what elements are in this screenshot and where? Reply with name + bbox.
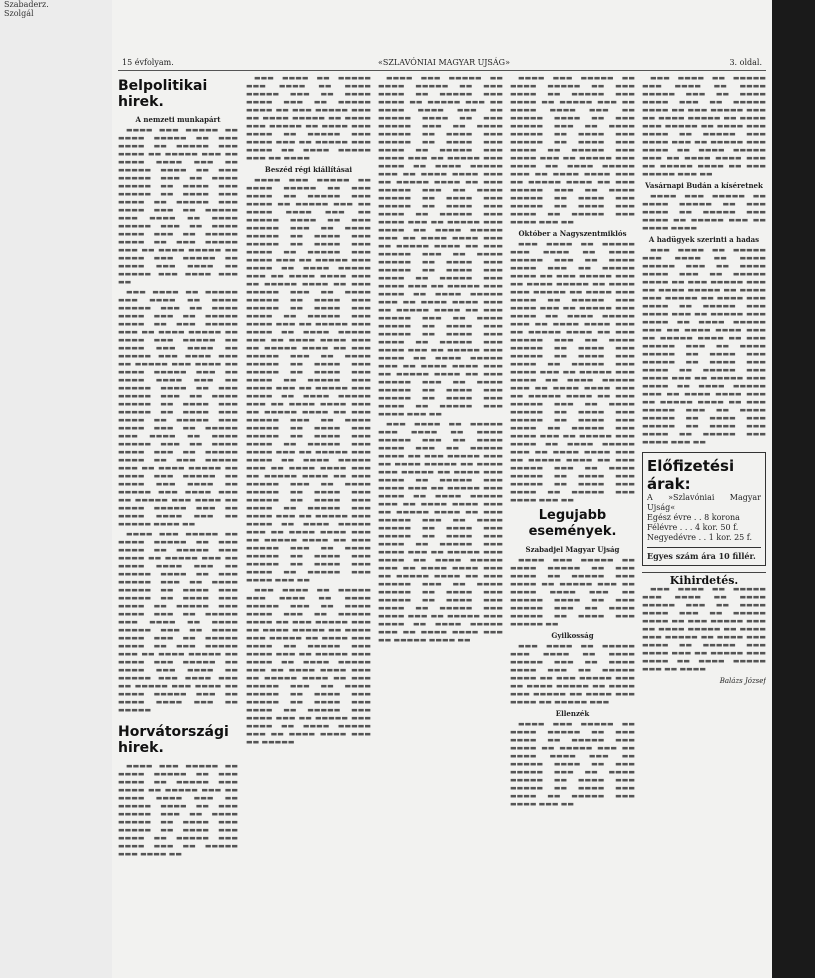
column5-subhead-1: Vasárnapi Budán a kíséretnek xyxy=(645,181,763,190)
subscription-line-2: Egész évre . . 8 korona xyxy=(647,513,740,522)
subscription-title: Előfizetési árak: xyxy=(647,457,735,493)
adjacent-fragment-2: Szolgál xyxy=(4,9,34,18)
legujabb-sub-a: Szabadjel Magyar Ujság xyxy=(525,545,620,554)
column-1: Belpolitikai hirek. A nemzeti munkapárt ▬▬▬▬ ▬▬▬ ▬▬▬▬▬ ▬▬ ▬▬▬▬ ▬▬▬▬▬ ▬▬ ▬▬▬ ▬▬▬▬ ▬▬ ▬▬▬▬▬ ▬▬▬ ▬▬▬▬ ▬▬ ▬▬▬▬▬ ▬▬▬ ▬▬ ▬▬▬▬ ▬▬▬▬ ▬▬▬ ▬▬ ▬▬▬▬▬ ▬▬▬▬ ▬▬ ▬▬▬ ▬▬▬▬▬ ▬▬▬ ▬▬ ▬▬▬▬ ▬▬▬▬▬ ▬▬ ▬▬▬▬ ▬▬▬ ▬▬▬▬▬ ▬▬ ▬▬▬▬ ▬▬▬ ▬▬▬▬ ▬▬ ▬▬▬▬▬ ▬▬▬ ▬▬▬▬ ▬▬▬ ▬▬ ▬▬▬▬▬ ▬▬▬ ▬▬▬▬ ▬▬ ▬▬▬▬ ▬▬▬▬▬ ▬▬▬ ▬▬ ▬▬▬▬ ▬▬▬▬ ▬▬▬ ▬▬ ▬▬▬▬▬ ▬▬▬▬ ▬▬ ▬▬▬ ▬▬▬▬▬ ▬▬▬ ▬▬ ▬▬▬▬ ▬▬▬▬▬ ▬▬ ▬▬▬▬ ▬▬▬ ▬▬▬▬▬ ▬▬ ▬▬▬▬ ▬▬▬ ▬▬▬▬ ▬▬ ▬▬▬▬▬ ▬▬▬ ▬▬▬▬ ▬▬▬ ▬▬ ▬▬▬ ▬▬▬▬ ▬▬ ▬▬▬▬▬ ▬▬▬ ▬▬▬▬ ▬▬ ▬▬▬▬ ▬▬▬▬▬ ▬▬▬ ▬▬ ▬▬▬▬ ▬▬▬▬ ▬▬▬ ▬▬ ▬▬▬▬▬ ▬▬▬▬ ▬▬ ▬▬▬ ▬▬▬▬▬ ▬▬▬ ▬▬ ▬▬▬▬ ▬▬▬▬▬ ▬▬ ▬▬▬▬ ▬▬▬ ▬▬▬▬▬ ▬▬ ▬▬▬▬ ▬▬▬ ▬▬▬▬ ▬▬ ▬▬▬▬▬ ▬▬▬ ▬▬▬▬ ▬▬▬ ▬▬ ▬▬▬▬▬ ▬▬▬ ▬▬▬▬ ▬▬ ▬▬▬▬ ▬▬▬▬▬ ▬▬▬ ▬▬ ▬▬▬▬ ▬▬▬▬ ▬▬▬ ▬▬ ▬▬▬▬▬ ▬▬▬▬ ▬▬ ▬▬▬ ▬▬▬▬▬ ▬▬▬ ▬▬ ▬▬▬▬ ▬▬▬▬▬ ▬▬ ▬▬▬▬ ▬▬▬ ▬▬▬▬▬ ▬▬ ▬▬▬▬ ▬▬▬ ▬▬▬▬ ▬▬ ▬▬▬▬▬ ▬▬▬ ▬▬▬▬ ▬▬▬ ▬▬ ▬▬▬▬▬ ▬▬▬ ▬▬▬▬ ▬▬ ▬▬▬▬ ▬▬▬▬▬ ▬▬▬ ▬▬ ▬▬▬▬ ▬▬▬▬ ▬▬▬ ▬▬ ▬▬▬▬▬ ▬▬▬▬ ▬▬ ▬▬▬ ▬▬▬▬▬ ▬▬▬ ▬▬ ▬▬▬▬ ▬▬▬▬▬ ▬▬ ▬▬▬▬ ▬▬▬ ▬▬▬▬▬ ▬▬ ▬▬▬▬ ▬▬▬ ▬▬▬▬ ▬▬ ▬▬▬▬▬ ▬▬▬ ▬▬▬▬ ▬▬▬ ▬▬ ▬▬▬▬▬ ▬▬▬ ▬▬▬▬ ▬▬ ▬▬▬▬ ▬▬▬▬▬ ▬▬▬ ▬▬ ▬▬▬▬ ▬▬▬▬ ▬▬▬ ▬▬ ▬▬▬▬▬ ▬▬▬▬ ▬▬ ▬▬▬▬ ▬▬▬ ▬▬▬▬▬ ▬▬ ▬▬▬▬ ▬▬▬▬▬ ▬▬ ▬▬▬ ▬▬▬▬ ▬▬ ▬▬▬▬▬ ▬▬▬ ▬▬▬▬ ▬▬ ▬▬▬▬▬ ▬▬▬ ▬▬ ▬▬▬▬ ▬▬▬▬ ▬▬▬ ▬▬ ▬▬▬▬▬ ▬▬▬▬ ▬▬ ▬▬▬ ▬▬▬▬▬ ▬▬▬ ▬▬ ▬▬▬▬ ▬▬▬▬▬ ▬▬ ▬▬▬▬ ▬▬▬ ▬▬▬▬▬ ▬▬ ▬▬▬▬ ▬▬▬ ▬▬▬▬ ▬▬ ▬▬▬▬▬ ▬▬▬ ▬▬▬▬ ▬▬▬ ▬▬ ▬▬▬▬▬ ▬▬▬ ▬▬▬▬ ▬▬ ▬▬▬▬ ▬▬▬▬▬ ▬▬▬ ▬▬ ▬▬▬▬ ▬▬▬▬ ▬▬▬ ▬▬ ▬▬▬▬▬ ▬▬▬▬ ▬▬ ▬▬▬ ▬▬▬▬▬ ▬▬▬ ▬▬ ▬▬▬▬ ▬▬▬▬▬ ▬▬ ▬▬▬▬ ▬▬▬ ▬▬▬▬▬ ▬▬ ▬▬▬▬ ▬▬▬ ▬▬▬▬ ▬▬ ▬▬▬▬▬ ▬▬▬ ▬▬▬▬ ▬▬▬ ▬▬ ▬▬▬▬▬ ▬▬▬ ▬▬▬▬ ▬▬ ▬▬▬▬ ▬▬▬▬▬ ▬▬▬ ▬▬ ▬▬▬▬ ▬▬▬▬ ▬▬▬ ▬▬ ▬▬▬▬▬ Horvátországi hirek. ▬▬▬▬ ▬▬▬ ▬▬▬▬▬ ▬▬ ▬▬▬▬ ▬▬▬▬▬ ▬▬ ▬▬▬ ▬▬▬▬ ▬▬ ▬▬▬▬▬ ▬▬▬ ▬▬▬▬ ▬▬ ▬▬▬▬▬ ▬▬▬ ▬▬ ▬▬▬▬ ▬▬▬▬ ▬▬▬ ▬▬ ▬▬▬▬▬ ▬▬▬▬ ▬▬ ▬▬▬ ▬▬▬▬▬ ▬▬▬ ▬▬ ▬▬▬▬ ▬▬▬▬▬ ▬▬ ▬▬▬▬ ▬▬▬ ▬▬▬▬▬ ▬▬ ▬▬▬▬ ▬▬▬ ▬▬▬▬ ▬▬ ▬▬▬▬▬ ▬▬▬ ▬▬▬▬ ▬▬▬ ▬▬ ▬▬▬▬▬ ▬▬▬ ▬▬▬▬ ▬▬ xyxy=(118,78,238,858)
subscription-line-1: A »Szlavóniai Magyar Ujság« xyxy=(647,493,761,512)
article-subtitle: A nemzeti munkapárt xyxy=(135,115,221,124)
newspaper-page xyxy=(112,0,772,978)
scan-border-right xyxy=(772,0,815,978)
ad-signature: Balázs József xyxy=(719,677,766,685)
section-title-horvatorszagi: Horvátországi hirek. xyxy=(118,724,229,756)
adjacent-page-strip xyxy=(0,0,112,978)
page-header xyxy=(118,56,766,71)
subscription-box xyxy=(642,452,766,566)
header-page-number: 3. oldal. xyxy=(729,58,762,67)
column-2: ▬▬▬ ▬▬▬▬ ▬▬ ▬▬▬▬▬ ▬▬▬ ▬▬▬▬ ▬▬ ▬▬▬▬ ▬▬▬▬▬ ▬▬▬ ▬▬ ▬▬▬▬ ▬▬▬▬ ▬▬▬ ▬▬ ▬▬▬▬▬ ▬▬▬▬ ▬▬ ▬▬▬ ▬▬▬▬▬ ▬▬▬ ▬▬ ▬▬▬▬ ▬▬▬▬▬ ▬▬ ▬▬▬▬ ▬▬▬ ▬▬▬▬▬ ▬▬ ▬▬▬▬ ▬▬▬ ▬▬▬▬ ▬▬ ▬▬▬▬▬ ▬▬▬ ▬▬▬▬ ▬▬▬ ▬▬ ▬▬▬▬▬ ▬▬▬ ▬▬▬▬ ▬▬ ▬▬▬▬ ▬▬▬▬▬ ▬▬▬ ▬▬ ▬▬▬▬ Beszéd régi kiállításai ▬▬▬▬ ▬▬▬ ▬▬▬▬▬ ▬▬ ▬▬▬▬ ▬▬▬▬▬ ▬▬ ▬▬▬ ▬▬▬▬ ▬▬ ▬▬▬▬▬ ▬▬▬ ▬▬▬▬ ▬▬ ▬▬▬▬▬ ▬▬▬ ▬▬ ▬▬▬▬ ▬▬▬▬ ▬▬▬ ▬▬ ▬▬▬▬▬ ▬▬▬▬ ▬▬ ▬▬▬ ▬▬▬▬▬ ▬▬▬ ▬▬ ▬▬▬▬ ▬▬▬▬▬ ▬▬ ▬▬▬▬ ▬▬▬ ▬▬▬▬▬ ▬▬ ▬▬▬▬ ▬▬▬ ▬▬▬▬ ▬▬ ▬▬▬▬▬ ▬▬▬ ▬▬▬▬ ▬▬▬ ▬▬ ▬▬▬▬▬ ▬▬▬ ▬▬▬▬ ▬▬ ▬▬▬▬ ▬▬▬▬▬ ▬▬▬ ▬▬ ▬▬▬▬ ▬▬▬▬ ▬▬▬ ▬▬ ▬▬▬▬▬ ▬▬▬▬ ▬▬ ▬▬▬ ▬▬▬▬▬ ▬▬▬ ▬▬ ▬▬▬▬ ▬▬▬▬▬ ▬▬ ▬▬▬▬ ▬▬▬ ▬▬▬▬▬ ▬▬ ▬▬▬▬ ▬▬▬ ▬▬▬▬ ▬▬ ▬▬▬▬▬ ▬▬▬ ▬▬▬▬ ▬▬▬ ▬▬ ▬▬▬▬▬ ▬▬▬ ▬▬▬▬ ▬▬ ▬▬▬▬ ▬▬▬▬▬ ▬▬▬ ▬▬ ▬▬▬▬ ▬▬▬▬ ▬▬▬ ▬▬ ▬▬▬▬▬ ▬▬▬▬ ▬▬ ▬▬▬ ▬▬▬▬▬ ▬▬▬ ▬▬ ▬▬▬▬ ▬▬▬▬▬ ▬▬ ▬▬▬▬ ▬▬▬ ▬▬▬▬▬ ▬▬ ▬▬▬▬ ▬▬▬ ▬▬▬▬ ▬▬ ▬▬▬▬▬ ▬▬▬ ▬▬▬▬ ▬▬▬ ▬▬ ▬▬▬▬▬ ▬▬▬ ▬▬▬▬ ▬▬ ▬▬▬▬ ▬▬▬▬▬ ▬▬▬ ▬▬ ▬▬▬▬ ▬▬▬▬ ▬▬▬ ▬▬ ▬▬▬▬▬ ▬▬▬▬ ▬▬ ▬▬▬ ▬▬▬▬▬ ▬▬▬ ▬▬ ▬▬▬▬ ▬▬▬▬▬ ▬▬ ▬▬▬▬ ▬▬▬ ▬▬▬▬▬ ▬▬ ▬▬▬▬ ▬▬▬ ▬▬▬▬ ▬▬ ▬▬▬▬▬ ▬▬▬ ▬▬▬▬ ▬▬▬ ▬▬ ▬▬▬▬▬ ▬▬▬ ▬▬▬▬ ▬▬ ▬▬▬▬ ▬▬▬▬▬ ▬▬▬ ▬▬ ▬▬▬▬ ▬▬▬▬ ▬▬▬ ▬▬ ▬▬▬▬▬ ▬▬▬▬ ▬▬ ▬▬▬ ▬▬▬▬▬ ▬▬▬ ▬▬ ▬▬▬▬ ▬▬▬▬▬ ▬▬ ▬▬▬▬ ▬▬▬ ▬▬▬▬▬ ▬▬ ▬▬▬▬ ▬▬▬ ▬▬▬▬ ▬▬ ▬▬▬▬▬ ▬▬▬ ▬▬▬▬ ▬▬▬ ▬▬ ▬▬▬▬▬ ▬▬▬ ▬▬▬▬ ▬▬ ▬▬▬▬ ▬▬▬▬▬ ▬▬▬ ▬▬ ▬▬▬▬ ▬▬▬▬ ▬▬▬ ▬▬ ▬▬▬▬▬ ▬▬▬▬ ▬▬ ▬▬▬ ▬▬▬▬▬ ▬▬▬ ▬▬ ▬▬▬▬ ▬▬▬▬▬ ▬▬ ▬▬▬▬ ▬▬▬ ▬▬▬▬▬ ▬▬ ▬▬▬▬ ▬▬▬ ▬▬▬▬ ▬▬ ▬▬▬▬▬ ▬▬▬ ▬▬▬▬ ▬▬▬ ▬▬ ▬▬▬ ▬▬▬▬ ▬▬ ▬▬▬▬▬ ▬▬▬ ▬▬▬▬ ▬▬ ▬▬▬▬ ▬▬▬▬▬ ▬▬▬ ▬▬ ▬▬▬▬ ▬▬▬▬ ▬▬▬ ▬▬ ▬▬▬▬▬ ▬▬▬▬ ▬▬ ▬▬▬ ▬▬▬▬▬ ▬▬▬ ▬▬ ▬▬▬▬ ▬▬▬▬▬ ▬▬ ▬▬▬▬ ▬▬▬ ▬▬▬▬▬ ▬▬ ▬▬▬▬ ▬▬▬ ▬▬▬▬ ▬▬ ▬▬▬▬▬ ▬▬▬ ▬▬▬▬ ▬▬▬ ▬▬ ▬▬▬▬▬ ▬▬▬ ▬▬▬▬ ▬▬ ▬▬▬▬ ▬▬▬▬▬ ▬▬▬ ▬▬ ▬▬▬▬ ▬▬▬▬ ▬▬▬ ▬▬ ▬▬▬▬▬ ▬▬▬▬ ▬▬ ▬▬▬ ▬▬▬▬▬ ▬▬▬ ▬▬ ▬▬▬▬ ▬▬▬▬▬ ▬▬ ▬▬▬▬ ▬▬▬ ▬▬▬▬▬ ▬▬ ▬▬▬▬ ▬▬▬ ▬▬▬▬ ▬▬ ▬▬▬▬▬ ▬▬▬ ▬▬▬▬ ▬▬▬ ▬▬ ▬▬▬▬▬ ▬▬▬ ▬▬▬▬ ▬▬ ▬▬▬▬ ▬▬▬▬▬ ▬▬▬ ▬▬ ▬▬▬▬ ▬▬▬▬ ▬▬▬ ▬▬ ▬▬▬▬▬ xyxy=(246,74,371,746)
announcements: Kihirdetés. ▬▬▬ ▬▬▬▬ ▬▬ ▬▬▬▬▬ ▬▬▬ ▬▬▬▬ ▬▬ ▬▬▬▬ ▬▬▬▬▬ ▬▬▬ ▬▬ ▬▬▬▬ ▬▬▬▬ ▬▬▬ ▬▬ ▬▬▬▬▬ ▬▬▬▬ ▬▬ ▬▬▬ ▬▬▬▬▬ ▬▬▬ ▬▬ ▬▬▬▬ ▬▬▬▬▬ ▬▬ ▬▬▬▬ ▬▬▬ ▬▬▬▬▬ ▬▬ ▬▬▬▬ ▬▬▬ ▬▬▬▬ ▬▬ ▬▬▬▬▬ ▬▬▬ ▬▬▬▬ ▬▬▬ ▬▬ ▬▬▬▬▬ ▬▬▬ ▬▬▬▬ ▬▬ ▬▬▬▬ ▬▬▬▬▬ ▬▬▬ ▬▬ ▬▬▬▬ Balázs József xyxy=(642,574,766,685)
section-title-belpolitikai: Belpolitikai hirek. xyxy=(118,78,208,110)
adjacent-fragment-1: Szabaderz. xyxy=(4,0,49,9)
header-volume: 15 évfolyam. xyxy=(122,58,174,67)
column-5: ▬▬▬ ▬▬▬▬ ▬▬ ▬▬▬▬▬ ▬▬▬ ▬▬▬▬ ▬▬ ▬▬▬▬ ▬▬▬▬▬ ▬▬▬ ▬▬ ▬▬▬▬ ▬▬▬▬ ▬▬▬ ▬▬ ▬▬▬▬▬ ▬▬▬▬ ▬▬ ▬▬▬ ▬▬▬▬▬ ▬▬▬ ▬▬ ▬▬▬▬ ▬▬▬▬▬ ▬▬ ▬▬▬▬ ▬▬▬ ▬▬▬▬▬ ▬▬ ▬▬▬▬ ▬▬▬ ▬▬▬▬ ▬▬ ▬▬▬▬▬ ▬▬▬ ▬▬▬▬ ▬▬▬ ▬▬ ▬▬▬▬▬ ▬▬▬ ▬▬▬▬ ▬▬ ▬▬▬▬ ▬▬▬▬▬ ▬▬▬ ▬▬ ▬▬▬▬ ▬▬▬▬ ▬▬▬ ▬▬ ▬▬▬▬▬ ▬▬▬▬ ▬▬ ▬▬▬ ▬▬▬▬▬ ▬▬▬ ▬▬ Vasárnapi Budán a kíséretnek ▬▬▬▬ ▬▬▬ ▬▬▬▬▬ ▬▬ ▬▬▬▬ ▬▬▬▬▬ ▬▬ ▬▬▬ ▬▬▬▬ ▬▬ ▬▬▬▬▬ ▬▬▬ ▬▬▬▬ ▬▬ ▬▬▬▬▬ ▬▬▬ ▬▬ ▬▬▬▬ ▬▬▬▬ A hadügyek szerinti a hadas ▬▬▬ ▬▬▬▬ ▬▬ ▬▬▬▬▬ ▬▬▬ ▬▬▬▬ ▬▬ ▬▬▬▬ ▬▬▬▬▬ ▬▬▬ ▬▬ ▬▬▬▬ ▬▬▬▬ ▬▬▬ ▬▬ ▬▬▬▬▬ ▬▬▬▬ ▬▬ ▬▬▬ ▬▬▬▬▬ ▬▬▬ ▬▬ ▬▬▬▬ ▬▬▬▬▬ ▬▬ ▬▬▬▬ ▬▬▬ ▬▬▬▬▬ ▬▬ ▬▬▬▬ ▬▬▬ ▬▬▬▬ ▬▬ ▬▬▬▬▬ ▬▬▬ ▬▬▬▬ ▬▬▬ ▬▬ ▬▬▬▬▬ ▬▬▬ ▬▬▬▬ ▬▬ ▬▬▬▬ ▬▬▬▬▬ ▬▬▬ ▬▬ ▬▬▬▬ ▬▬▬▬ ▬▬▬ ▬▬ ▬▬▬▬▬ ▬▬▬▬ ▬▬ ▬▬▬ ▬▬▬▬▬ ▬▬▬ ▬▬ ▬▬▬▬ ▬▬▬▬▬ ▬▬ ▬▬▬▬ ▬▬▬ ▬▬▬▬▬ ▬▬ ▬▬▬▬ ▬▬▬ ▬▬▬▬ ▬▬ ▬▬▬▬▬ ▬▬▬ ▬▬▬▬ ▬▬▬ ▬▬ ▬▬▬▬▬ ▬▬▬ ▬▬▬▬ ▬▬ ▬▬▬▬ ▬▬▬▬▬ ▬▬▬ ▬▬ ▬▬▬▬ ▬▬▬▬ ▬▬▬ ▬▬ ▬▬▬▬▬ ▬▬▬▬ ▬▬ ▬▬▬ ▬▬▬▬▬ ▬▬▬ ▬▬ ▬▬▬▬ ▬▬▬▬▬ ▬▬ ▬▬▬▬ ▬▬▬ ▬▬▬▬▬ ▬▬ ▬▬▬▬ ▬▬▬ ▬▬▬▬ ▬▬ ▬▬▬▬▬ ▬▬▬ ▬▬▬▬ ▬▬▬ ▬▬ Előfizetési árak: A »Szlavóniai Magyar Ujság« Egész évre . . 8 korona Félévre . . . 4 kor. 50 f. Negyedévre . . 1 kor. 25 f. Egyes szám ára 10 fillér. Kihirdetés. ▬▬▬ ▬▬▬▬ ▬▬ ▬▬▬▬▬ ▬▬▬ ▬▬▬▬ ▬▬ ▬▬▬▬ ▬▬▬▬▬ ▬▬▬ ▬▬ ▬▬▬▬ ▬▬▬▬ ▬▬▬ ▬▬ ▬▬▬▬▬ ▬▬▬▬ ▬▬ ▬▬▬ ▬▬▬▬▬ ▬▬▬ ▬▬ ▬▬▬▬ ▬▬▬▬▬ ▬▬ ▬▬▬▬ ▬▬▬ ▬▬▬▬▬ ▬▬ ▬▬▬▬ ▬▬▬ ▬▬▬▬ ▬▬ ▬▬▬▬▬ ▬▬▬ ▬▬▬▬ ▬▬▬ ▬▬ ▬▬▬▬▬ ▬▬▬ ▬▬▬▬ ▬▬ ▬▬▬▬ ▬▬▬▬▬ ▬▬▬ ▬▬ ▬▬▬▬ Balázs József xyxy=(642,74,766,685)
column-3: ▬▬▬▬ ▬▬▬ ▬▬▬▬▬ ▬▬ ▬▬▬▬ ▬▬▬▬▬ ▬▬ ▬▬▬ ▬▬▬▬ ▬▬ ▬▬▬▬▬ ▬▬▬ ▬▬▬▬ ▬▬ ▬▬▬▬▬ ▬▬▬ ▬▬ ▬▬▬▬ ▬▬▬▬ ▬▬▬ ▬▬ ▬▬▬▬▬ ▬▬▬▬ ▬▬ ▬▬▬ ▬▬▬▬▬ ▬▬▬ ▬▬ ▬▬▬▬ ▬▬▬▬▬ ▬▬ ▬▬▬▬ ▬▬▬ ▬▬▬▬▬ ▬▬ ▬▬▬▬ ▬▬▬ ▬▬▬▬ ▬▬ ▬▬▬▬▬ ▬▬▬ ▬▬▬▬ ▬▬▬ ▬▬ ▬▬▬▬▬ ▬▬▬ ▬▬▬▬ ▬▬ ▬▬▬▬ ▬▬▬▬▬ ▬▬▬ ▬▬ ▬▬▬▬ ▬▬▬▬ ▬▬▬ ▬▬ ▬▬▬▬▬ ▬▬▬▬ ▬▬ ▬▬▬ ▬▬▬▬▬ ▬▬▬ ▬▬ ▬▬▬▬ ▬▬▬▬▬ ▬▬ ▬▬▬▬ ▬▬▬ ▬▬▬▬▬ ▬▬ ▬▬▬▬ ▬▬▬ ▬▬▬▬ ▬▬ ▬▬▬▬▬ ▬▬▬ ▬▬▬▬ ▬▬▬ ▬▬ ▬▬▬▬▬ ▬▬▬ ▬▬▬▬ ▬▬ ▬▬▬▬ ▬▬▬▬▬ ▬▬▬ ▬▬ ▬▬▬▬ ▬▬▬▬ ▬▬▬ ▬▬ ▬▬▬▬▬ ▬▬▬▬ ▬▬ ▬▬▬ ▬▬▬▬▬ ▬▬▬ ▬▬ ▬▬▬▬ ▬▬▬▬▬ ▬▬ ▬▬▬▬ ▬▬▬ ▬▬▬▬▬ ▬▬ ▬▬▬▬ ▬▬▬ ▬▬▬▬ ▬▬ ▬▬▬▬▬ ▬▬▬ ▬▬▬▬ ▬▬▬ ▬▬ ▬▬▬▬▬ ▬▬▬ ▬▬▬▬ ▬▬ ▬▬▬▬ ▬▬▬▬▬ ▬▬▬ ▬▬ ▬▬▬▬ ▬▬▬▬ ▬▬▬ ▬▬ ▬▬▬▬▬ ▬▬▬▬ ▬▬ ▬▬▬ ▬▬▬▬▬ ▬▬▬ ▬▬ ▬▬▬▬ ▬▬▬▬▬ ▬▬ ▬▬▬▬ ▬▬▬ ▬▬▬▬▬ ▬▬ ▬▬▬▬ ▬▬▬ ▬▬▬▬ ▬▬ ▬▬▬▬▬ ▬▬▬ ▬▬▬▬ ▬▬▬ ▬▬ ▬▬▬▬▬ ▬▬▬ ▬▬▬▬ ▬▬ ▬▬▬▬ ▬▬▬▬▬ ▬▬▬ ▬▬ ▬▬▬▬ ▬▬▬▬ ▬▬▬ ▬▬ ▬▬▬▬▬ ▬▬▬▬ ▬▬ ▬▬▬ ▬▬▬▬▬ ▬▬▬ ▬▬ ▬▬▬▬ ▬▬▬▬▬ ▬▬ ▬▬▬▬ ▬▬▬ ▬▬▬▬▬ ▬▬ ▬▬▬▬ ▬▬▬ ▬▬▬▬ ▬▬ ▬▬▬▬▬ ▬▬▬ ▬▬▬▬ ▬▬▬ ▬▬ ▬▬▬ ▬▬▬▬ ▬▬ ▬▬▬▬▬ ▬▬▬ ▬▬▬▬ ▬▬ ▬▬▬▬ ▬▬▬▬▬ ▬▬▬ ▬▬ ▬▬▬▬ ▬▬▬▬ ▬▬▬ ▬▬ ▬▬▬▬▬ ▬▬▬▬ ▬▬ ▬▬▬ ▬▬▬▬▬ ▬▬▬ ▬▬ ▬▬▬▬ ▬▬▬▬▬ ▬▬ ▬▬▬▬ ▬▬▬ ▬▬▬▬▬ ▬▬ ▬▬▬▬ ▬▬▬ ▬▬▬▬ ▬▬ ▬▬▬▬▬ ▬▬▬ ▬▬▬▬ ▬▬▬ ▬▬ ▬▬▬▬▬ ▬▬▬ ▬▬▬▬ ▬▬ ▬▬▬▬ ▬▬▬▬▬ ▬▬▬ ▬▬ ▬▬▬▬ ▬▬▬▬ ▬▬▬ ▬▬ ▬▬▬▬▬ ▬▬▬▬ ▬▬ ▬▬▬ ▬▬▬▬▬ ▬▬▬ ▬▬ ▬▬▬▬ ▬▬▬▬▬ ▬▬ ▬▬▬▬ ▬▬▬ ▬▬▬▬▬ ▬▬ ▬▬▬▬ ▬▬▬ ▬▬▬▬ ▬▬ ▬▬▬▬▬ ▬▬▬ ▬▬▬▬ ▬▬▬ ▬▬ ▬▬▬▬▬ ▬▬▬ ▬▬▬▬ ▬▬ ▬▬▬▬ ▬▬▬▬▬ ▬▬▬ ▬▬ ▬▬▬▬ ▬▬▬▬ ▬▬▬ ▬▬ ▬▬▬▬▬ ▬▬▬▬ ▬▬ ▬▬▬ ▬▬▬▬▬ ▬▬▬ ▬▬ ▬▬▬▬ ▬▬▬▬▬ ▬▬ ▬▬▬▬ ▬▬▬ ▬▬▬▬▬ ▬▬ ▬▬▬▬ ▬▬▬ ▬▬▬▬ ▬▬ ▬▬▬▬▬ ▬▬▬ ▬▬▬▬ ▬▬▬ ▬▬ ▬▬▬▬▬ ▬▬▬ ▬▬▬▬ ▬▬ ▬▬▬▬ ▬▬▬▬▬ ▬▬▬ ▬▬ ▬▬▬▬ ▬▬▬▬ ▬▬▬ ▬▬ ▬▬▬▬▬ ▬▬▬▬ ▬▬ xyxy=(378,74,503,644)
single-issue-price: Egyes szám ára 10 fillér. xyxy=(647,547,761,561)
legujabb-sub-c: Ellenzék xyxy=(555,709,590,718)
subscription-line-4: Negyedévre . . 1 kor. 25 f. xyxy=(647,533,753,542)
column5-subhead-2: A hadügyek szerinti a hadas xyxy=(648,235,760,244)
header-paper-name: «SZLAVÓNIAI MAGYAR UJSÁG» xyxy=(378,58,510,67)
section-title-legujabb: Legujabb események. xyxy=(528,508,617,539)
article-subtitle-oktober: Október a Nagyszentmiklós xyxy=(518,229,627,238)
legujabb-sub-b: Gyilkosság xyxy=(551,631,594,640)
column-4: ▬▬▬▬ ▬▬▬ ▬▬▬▬▬ ▬▬ ▬▬▬▬ ▬▬▬▬▬ ▬▬ ▬▬▬ ▬▬▬▬ ▬▬ ▬▬▬▬▬ ▬▬▬ ▬▬▬▬ ▬▬ ▬▬▬▬▬ ▬▬▬ ▬▬ ▬▬▬▬ ▬▬▬▬ ▬▬▬ ▬▬ ▬▬▬▬▬ ▬▬▬▬ ▬▬ ▬▬▬ ▬▬▬▬▬ ▬▬▬ ▬▬ ▬▬▬▬ ▬▬▬▬▬ ▬▬ ▬▬▬▬ ▬▬▬ ▬▬▬▬▬ ▬▬ ▬▬▬▬ ▬▬▬ ▬▬▬▬ ▬▬ ▬▬▬▬▬ ▬▬▬ ▬▬▬▬ ▬▬▬ ▬▬ ▬▬▬▬▬ ▬▬▬ ▬▬▬▬ ▬▬ ▬▬▬▬ ▬▬▬▬▬ ▬▬▬ ▬▬ ▬▬▬▬ ▬▬▬▬ ▬▬▬ ▬▬ ▬▬▬▬▬ ▬▬▬▬ ▬▬ ▬▬▬ ▬▬▬▬▬ ▬▬▬ ▬▬ ▬▬▬▬ ▬▬▬▬▬ ▬▬ ▬▬▬▬ ▬▬▬ ▬▬▬▬▬ ▬▬ ▬▬▬▬ ▬▬▬ ▬▬▬▬ ▬▬ ▬▬▬▬▬ ▬▬▬ ▬▬▬▬ ▬▬▬ ▬▬ Október a Nagyszentmiklós ▬▬▬ ▬▬▬▬ ▬▬ ▬▬▬▬▬ ▬▬▬ ▬▬▬▬ ▬▬ ▬▬▬▬ ▬▬▬▬▬ ▬▬▬ ▬▬ ▬▬▬▬ ▬▬▬▬ ▬▬▬ ▬▬ ▬▬▬▬▬ ▬▬▬▬ ▬▬ ▬▬▬ ▬▬▬▬▬ ▬▬▬ ▬▬ ▬▬▬▬ ▬▬▬▬▬ ▬▬ ▬▬▬▬ ▬▬▬ ▬▬▬▬▬ ▬▬ ▬▬▬▬ ▬▬▬ ▬▬▬▬ ▬▬ ▬▬▬▬▬ ▬▬▬ ▬▬▬▬ ▬▬▬ ▬▬ ▬▬▬▬▬ ▬▬▬ ▬▬▬▬ ▬▬ ▬▬▬▬ ▬▬▬▬▬ ▬▬▬ ▬▬ ▬▬▬▬ ▬▬▬▬ ▬▬▬ ▬▬ ▬▬▬▬▬ ▬▬▬▬ ▬▬ ▬▬▬ ▬▬▬▬▬ ▬▬▬ ▬▬ ▬▬▬▬ ▬▬▬▬▬ ▬▬ ▬▬▬▬ ▬▬▬ ▬▬▬▬▬ ▬▬ ▬▬▬▬ ▬▬▬ ▬▬▬▬ ▬▬ ▬▬▬▬▬ ▬▬▬ ▬▬▬▬ ▬▬▬ ▬▬ ▬▬▬▬▬ ▬▬▬ ▬▬▬▬ ▬▬ ▬▬▬▬ ▬▬▬▬▬ ▬▬▬ ▬▬ ▬▬▬▬ ▬▬▬▬ ▬▬▬ ▬▬ ▬▬▬▬▬ ▬▬▬▬ ▬▬ ▬▬▬ ▬▬▬▬▬ ▬▬▬ ▬▬ ▬▬▬▬ ▬▬▬▬▬ ▬▬ ▬▬▬▬ ▬▬▬ ▬▬▬▬▬ ▬▬ ▬▬▬▬ ▬▬▬ ▬▬▬▬ ▬▬ ▬▬▬▬▬ ▬▬▬ ▬▬▬▬ ▬▬▬ ▬▬ ▬▬▬▬▬ ▬▬▬ ▬▬▬▬ ▬▬ ▬▬▬▬ ▬▬▬▬▬ ▬▬▬ ▬▬ ▬▬▬▬ ▬▬▬▬ ▬▬▬ ▬▬ ▬▬▬▬▬ ▬▬▬▬ ▬▬ ▬▬▬ ▬▬▬▬▬ ▬▬▬ ▬▬ ▬▬▬▬ ▬▬▬▬▬ ▬▬ ▬▬▬▬ ▬▬▬ ▬▬▬▬▬ ▬▬ ▬▬▬▬ ▬▬▬ ▬▬▬▬ ▬▬ ▬▬▬▬▬ ▬▬▬ ▬▬▬▬ ▬▬▬ ▬▬ Legujabb események. Szabadjel Magyar Ujság ▬▬▬▬ ▬▬▬ ▬▬▬▬▬ ▬▬ ▬▬▬▬ ▬▬▬▬▬ ▬▬ ▬▬▬ ▬▬▬▬ ▬▬ ▬▬▬▬▬ ▬▬▬ ▬▬▬▬ ▬▬ ▬▬▬▬▬ ▬▬▬ ▬▬ ▬▬▬▬ ▬▬▬▬ ▬▬▬ ▬▬ ▬▬▬▬▬ ▬▬▬▬ ▬▬ ▬▬▬ ▬▬▬▬▬ ▬▬▬ ▬▬ ▬▬▬▬ ▬▬▬▬▬ ▬▬ ▬▬▬▬ ▬▬▬ ▬▬▬▬▬ ▬▬ Gyilkosság ▬▬▬ ▬▬▬▬ ▬▬ ▬▬▬▬▬ ▬▬▬ ▬▬▬▬ ▬▬ ▬▬▬▬ ▬▬▬▬▬ ▬▬▬ ▬▬ ▬▬▬▬ ▬▬▬▬ ▬▬▬ ▬▬ ▬▬▬▬▬ ▬▬▬▬ ▬▬ ▬▬▬ ▬▬▬▬▬ ▬▬▬ ▬▬ ▬▬▬▬ ▬▬▬▬▬ ▬▬ ▬▬▬▬ ▬▬▬ ▬▬▬▬▬ ▬▬ ▬▬▬▬ ▬▬▬ ▬▬▬▬ ▬▬ ▬▬▬▬▬ ▬▬▬ Ellenzék ▬▬▬▬ ▬▬▬ ▬▬▬▬▬ ▬▬ ▬▬▬▬ ▬▬▬▬▬ ▬▬ ▬▬▬ ▬▬▬▬ ▬▬ ▬▬▬▬▬ ▬▬▬ ▬▬▬▬ ▬▬ ▬▬▬▬▬ ▬▬▬ ▬▬ ▬▬▬▬ ▬▬▬▬ ▬▬▬ ▬▬ ▬▬▬▬▬ ▬▬▬▬ ▬▬ ▬▬▬ ▬▬▬▬▬ ▬▬▬ ▬▬ ▬▬▬▬ ▬▬▬▬▬ ▬▬ ▬▬▬▬ ▬▬▬ ▬▬▬▬▬ ▬▬ ▬▬▬▬ ▬▬▬ ▬▬▬▬ ▬▬ ▬▬▬▬▬ ▬▬▬ ▬▬▬▬ ▬▬▬ ▬▬ xyxy=(510,74,635,808)
subscription-line-3: Félévre . . . 4 kor. 50 f. xyxy=(647,523,739,532)
article-subtitle: Beszéd régi kiállításai xyxy=(264,165,353,174)
announcements-title: Kihirdetés. xyxy=(669,574,739,587)
